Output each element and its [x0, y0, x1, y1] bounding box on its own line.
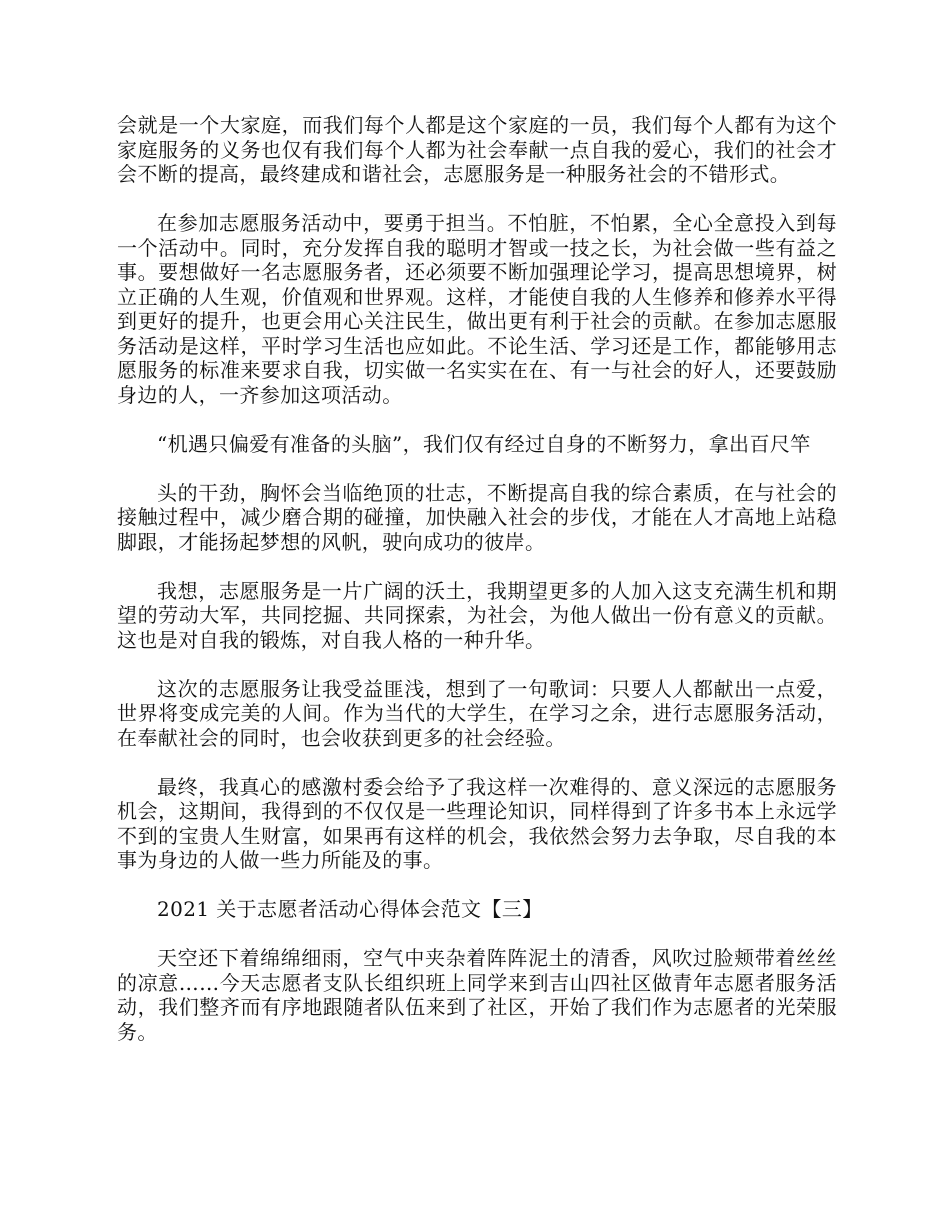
- paragraph-opportunity-quote: “机遇只偏爱有准备的头脑”，我们仅有经过自身的不断努力，拿出百尺竿: [157, 431, 811, 456]
- document-page: [117, 113, 837, 1069]
- paragraph-fertile-soil: 我想，志愿服务是一片广阔的沃土，我期望更多的人加入这支充满生机和期望的劳动大军，共同挖掘、共同探索，为社会，为他人做出一份有意义的贡献。这也是对自我的锻炼，对自我人格的一种升华。: [117, 578, 837, 652]
- paragraph-ambition: 头的干劲，胸怀会当临绝顶的壮志，不断提高自我的综合素质，在与社会的接触过程中，减少磨合期的碰撞，加快融入社会的步伐，才能在人才高地上站稳脚跟，才能扬起梦想的风帆，驶向成功的彼岸。: [117, 480, 837, 554]
- paragraph-benefit: 这次的志愿服务让我受益匪浅，想到了一句歌词：只要人人都献出一点爱，世界将变成完美的人间。作为当代的大学生，在学习之余，进行志愿服务活动，在奉献社会的同时，也会收获到更多的社会经验。: [117, 676, 837, 750]
- paragraph-take-responsibility: 在参加志愿服务活动中，要勇于担当。不怕脏，不怕累，全心全意投入到每一个活动中。同时，充分发挥自我的聪明才智或一技之长，为社会做一些有益之事。要想做好一名志愿服务者，还必须要不断加强理论学习，提高思想境界，树立正确的人生观，价值观和世界观。这样，才能使自我的人生修养和修养水平得到更好的提升，也更会用心关注民生，做出更有利于社会的贡献。在参加志愿服务活动是这样，平时学习生活也应如此。不论生活、学习还是工作，都能够用志愿服务的标准来要求自我，切实做一名实实在在、有一与社会的好人，还要鼓励身边的人，一齐参加这项活动。: [117, 211, 837, 407]
- paragraph-gratitude: 最终，我真心的感激村委会给予了我这样一次难得的、意义深远的志愿服务机会，这期间，我得到的不仅仅是一些理论知识，同样得到了许多书本上永远学不到的宝贵人生财富，如果再有这样的机会，我依然会努力去争取，尽自我的本事为身边的人做一些力所能及的事。: [117, 774, 837, 872]
- paragraph-continuation: 会就是一个大家庭，而我们每个人都是这个家庭的一员，我们每个人都有为这个家庭服务的义务也仅有我们每个人都为社会奉献一点自我的爱心，我们的社会才会不断的提高，最终建成和谐社会，志愿服务是一种服务社会的不错形式。: [117, 113, 837, 186]
- paragraph-drizzle: 天空还下着绵绵细雨，空气中夹杂着阵阵泥土的清香，风吹过脸颊带着丝丝的凉意……今天志愿者支队长组织班上同学来到吉山四社区做青年志愿者服务活动，我们整齐而有序地跟随者队伍来到了社区，开始了我们作为志愿者的光荣服务。: [117, 946, 837, 1044]
- section-heading: 2021 关于志愿者活动心得体会范文【三】: [157, 897, 543, 921]
